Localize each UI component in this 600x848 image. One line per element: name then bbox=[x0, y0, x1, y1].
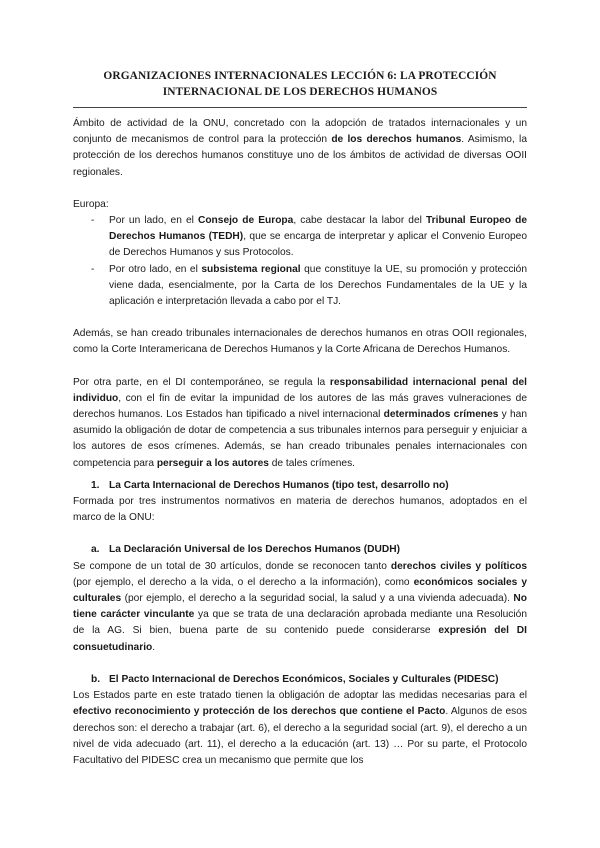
item-text: , cabe destacar la labor del bbox=[293, 215, 426, 227]
penal-bold: perseguir a los autores bbox=[156, 457, 269, 469]
item-bold: subsistema regional bbox=[201, 263, 301, 275]
penal-text: y han asumido la obligación de dotar de competencia a sus tribunales internos para perseguir y enjuiciar a los autores de esos crímenes. Además, se han creado tribunales penales internacionales con competencia para bbox=[73, 409, 527, 469]
title-line-2: INTERNACIONAL DE LOS DERECHOS HUMANOS bbox=[162, 86, 438, 98]
section-text: Se compone de un total de 30 artículos, donde se reconocen tanto bbox=[73, 560, 391, 572]
section-a-text bbox=[73, 559, 527, 656]
document-page bbox=[73, 68, 527, 769]
list-item bbox=[73, 213, 527, 262]
section-title: La Declaración Universal de los Derechos Humanos (DUDH) bbox=[109, 544, 400, 556]
section-text: Los Estados parte en este tratado tienen la obligación de adoptar las medidas necesarias para el bbox=[73, 690, 527, 702]
section-bold: efectivo reconocimiento y protección de los derechos que contiene el Pacto bbox=[73, 706, 446, 718]
intro-text-1: Ámbito de actividad de la ONU, concretado con la adopción de tratados internacionales y un conjunto de mecanismos de control para la protección bbox=[73, 118, 527, 146]
section-text: (por ejemplo, el derecho a la seguridad social, la salud y a una vivienda adecuada). bbox=[121, 593, 514, 605]
europa-list bbox=[73, 213, 527, 310]
item-bold: Tribunal Europeo de Derechos Humanos (TEDH) bbox=[109, 215, 527, 243]
section-bold: derechos civiles y políticos bbox=[390, 560, 527, 572]
section-number: b. bbox=[91, 673, 101, 685]
item-text: , que se encarga de interpretar y aplicar el Convenio Europeo de Derechos Humanos y sus Protocolos. bbox=[109, 231, 528, 259]
item-text: Por un lado, en el bbox=[109, 215, 198, 227]
section-text: ya que se trata de una declaración aprobada mediante una Resolución de la AG. Si bien, buena parte de su contenido puede considerarse bbox=[73, 609, 527, 637]
item-bold: Consejo de Europa bbox=[197, 215, 294, 227]
item-text: que constituye la UE, su promoción y protección viene dada, esencialmente, por la Carta de los Derechos Fundamentales de la UE y la aplicación e interpretación llevada a cabo por el TJ. bbox=[109, 263, 528, 308]
list-item bbox=[73, 262, 527, 311]
section-text: . Algunos de esos derechos son: el derecho a trabajar (art. 6), el derecho a la seguridad social (art. 9), el derecho a un nivel de vida adecuado (art. 11), el derecho a la educación (art. 13) … Por su parte, el Protocolo Facultativo del PIDESC crea un mecanismo que permite que los bbox=[73, 706, 527, 766]
section-number: 1. bbox=[91, 479, 100, 491]
title-line-1: ORGANIZACIONES INTERNACIONALES LECCIÓN 6: LA PROTECCIÓN bbox=[103, 70, 497, 82]
penal-paragraph bbox=[73, 375, 527, 472]
europa-label: Europa: bbox=[73, 198, 109, 210]
intro-bold-1: de los derechos humanos bbox=[331, 134, 462, 146]
intro-text-2: . Asimismo, la protección de los derechos humanos constituye uno de los ámbitos de actividad de diversas OOII regionales. bbox=[73, 134, 527, 178]
section-b-text bbox=[73, 688, 527, 769]
section-title: El Pacto Internacional de Derechos Económicos, Sociales y Culturales (PIDESC) bbox=[109, 673, 499, 685]
section-a-heading bbox=[73, 542, 527, 558]
penal-text: , con el fin de evitar la impunidad de los autores de las más graves vulneraciones de derechos humanos. Los Estados han tipificado a nivel internacional bbox=[73, 392, 527, 421]
intro-paragraph bbox=[73, 116, 527, 181]
dash-bullet: - bbox=[91, 215, 95, 227]
item-text: Por otro lado, en el bbox=[109, 263, 202, 275]
page-title bbox=[73, 68, 527, 100]
penal-text: de tales crímenes. bbox=[268, 457, 356, 469]
penal-bold: determinados crímenes bbox=[383, 409, 499, 421]
section-number: a. bbox=[91, 544, 100, 556]
section-text: (por ejemplo, el derecho a la vida, o el derecho a la información), como bbox=[73, 576, 414, 588]
section-b-heading bbox=[73, 672, 527, 688]
otras-paragraph: Además, se han creado tribunales internacionales de derechos humanos en otras OOII regionales, como la Corte Interamericana de Derechos Humanos y la Corte Africana de Derechos Humanos. bbox=[73, 328, 527, 356]
penal-text: Por otra parte, en el DI contemporáneo, se regula la bbox=[73, 376, 330, 388]
section-bold: expresión del DI consuetudinario bbox=[73, 625, 527, 653]
section-bold: No tiene carácter vinculante bbox=[73, 593, 527, 621]
section-text: . bbox=[152, 641, 156, 653]
section-title: La Carta Internacional de Derechos Humanos (tipo test, desarrollo no) bbox=[109, 479, 449, 491]
section-bold: económicos sociales y culturales bbox=[73, 576, 528, 605]
dash-bullet: - bbox=[91, 263, 95, 275]
section-1-heading bbox=[73, 478, 527, 494]
penal-bold: responsabilidad internacional penal del individuo bbox=[73, 376, 527, 404]
section-1-text: Formada por tres instrumentos normativos en materia de derechos humanos, adoptados en el marco de la ONU: bbox=[73, 496, 527, 524]
